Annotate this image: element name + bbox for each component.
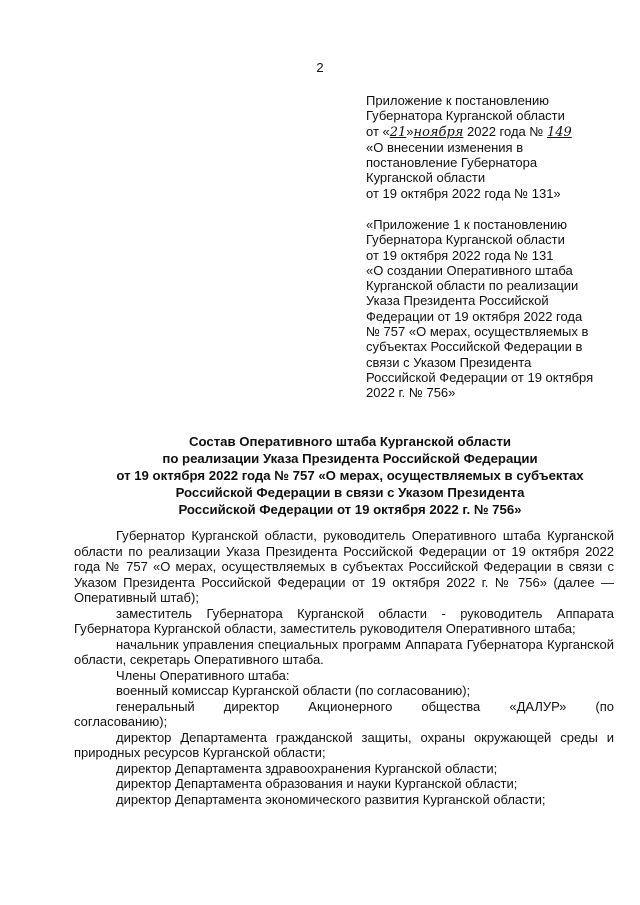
appendix-line: Указа Президента Российской (366, 293, 549, 309)
member-civil-defense: директор Департамента гражданской защиты, охраны окружающей среды и природных ресурсов Курганской области; (74, 729, 614, 760)
appendix-line: «О создании Оперативного штаба (366, 262, 573, 278)
member-military-commissar: военный комиссар Курганской области (по согласованию); (116, 683, 471, 698)
appendix-line: Курганской области по реализации (366, 278, 579, 294)
paragraph-secretary: начальник управления специальных программ Аппарата Губернатора Курганской области, секретарь Оперативного штаба. (74, 636, 614, 667)
paragraph-deputy-governor: заместитель Губернатора Курганской области - руководитель Аппарата Губернатора Курганской области, заместитель руководителя Оперативного штаба; (74, 605, 614, 636)
appendix-line: Курганской области (366, 170, 486, 186)
document-title (60, 433, 640, 518)
paragraph-members-heading: Члены Оперативного штаба: (116, 667, 290, 683)
appendix-header (366, 93, 626, 201)
title-line: Состав Оперативного штаба Курганской области (188, 434, 512, 449)
appendix-line: 2022 г. № 756» (366, 385, 456, 401)
date-prefix: от « (366, 123, 390, 139)
appendix-original-reference (366, 217, 626, 401)
appendix-line: субъектах Российской Федерации в (366, 339, 583, 355)
member-healthcare: директор Департамента здравоохранения Курганской области; (116, 760, 498, 776)
appendix-line: № 757 «О мерах, осуществляемых в (366, 324, 589, 340)
appendix-line: Приложение к постановлению (366, 93, 549, 108)
title-line: от 19 октября 2022 года № 757 «О мерах, осуществляемых в субъектах (116, 468, 584, 483)
date-quote: » (406, 123, 414, 139)
page-number: 2 (316, 60, 324, 75)
member-economic-development: директор Департамента экономического развития Курганской области; (116, 791, 546, 807)
date-year: 2022 года № (463, 123, 547, 139)
appendix-line: постановление Губернатора (366, 155, 538, 171)
appendix-line: Губернатора Курганской области (366, 108, 565, 124)
appendix-date-line (366, 124, 626, 140)
appendix-line: «Приложение 1 к постановлению (366, 217, 568, 232)
handwritten-number: 149 (546, 124, 572, 140)
handwritten-month: ноября (413, 124, 464, 140)
appendix-line: Российской Федерации от 19 октября (366, 369, 594, 385)
member-dalur-director: генеральный директор Акционерного общества «ДАЛУР» (по (116, 698, 614, 714)
member-education: директор Департамента образования и науки Курганской области; (116, 776, 518, 791)
title-line: по реализации Указа Президента Российской Федерации (162, 451, 538, 466)
appendix-line: от 19 октября 2022 года № 131» (366, 185, 561, 201)
appendix-line: Губернатора Курганской области (366, 232, 565, 248)
appendix-line: связи с Указом Президента (366, 354, 532, 370)
title-line: Российской Федерации в связи с Указом Президента (175, 485, 525, 500)
title-line: Российской Федерации от 19 октября 2022 г. № 756» (178, 502, 522, 517)
appendix-line: от 19 октября 2022 года № 131 (366, 247, 554, 263)
document-body (74, 528, 614, 807)
member-dalur-director-cont: согласованию); (74, 714, 168, 729)
handwritten-day: 21 (389, 124, 407, 140)
appendix-line: Федерации от 19 октября 2022 года (366, 308, 583, 324)
appendix-line: «О внесении изменения в (366, 139, 524, 155)
paragraph-governor: Губернатор Курганской области, руководитель Оперативного штаба Курганской области по реализации Указа Президента Российской Федерации от 19 октября 2022 года № 757 «О мерах, осуществляемых в субъектах Российской Федерации в связи с Указом Президента Российской Федерации от 19 октября 2022 г. № 756» (далее — Оперативный штаб); (74, 528, 614, 605)
